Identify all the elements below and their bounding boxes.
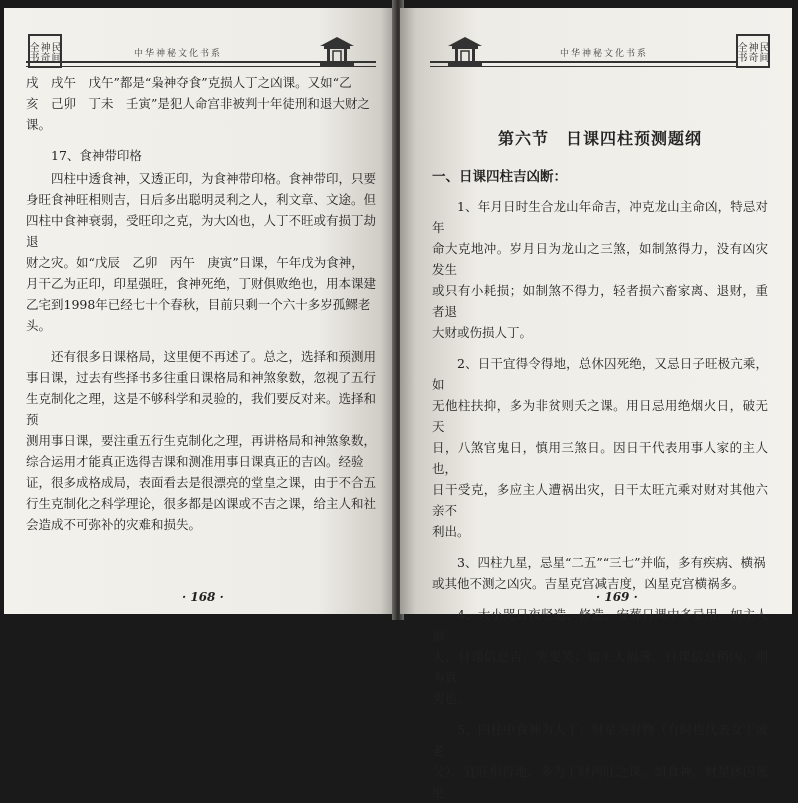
header-title: 中华神秘文化书系 bbox=[560, 49, 649, 59]
text-line: 戌 戌午 戊午”都是“枭神夺食”克损人丁之凶课。又如“乙 bbox=[26, 75, 352, 90]
text-line: 会造成不可弥补的灾难和损失。 bbox=[26, 517, 202, 532]
text-line: 综合运用才能真正选得吉课和测准用事日课真正的吉凶。经验 bbox=[26, 454, 364, 469]
text-line: 还有很多日课格局，这里便不再述了。总之，选择和预测用 bbox=[51, 349, 377, 364]
text-line: 1、年月日时生合龙山年命吉，冲克龙山主命凶，特忌对年 bbox=[432, 199, 768, 235]
text-line: 亥 己卯 丁未 壬寅”是犯人命宫非被判十年徒刑和退大财之 bbox=[26, 96, 370, 111]
text-line: 证，很多成格成局，表面看去是很漂亮的堂皇之课，由于不合五 bbox=[26, 475, 377, 490]
temple-ornament-icon bbox=[316, 34, 358, 68]
text-line: 日干受克，多应主人遭祸出灾，日干太旺亢乘对财对其他六亲不 bbox=[432, 482, 768, 518]
text-line: 身旺食神旺相则吉，日后多出聪明灵利之人，利文章、文途。但 bbox=[26, 192, 377, 207]
text-line: 课。 bbox=[26, 117, 52, 132]
text-line: 测用事日课，要注重五行生克制化之理，再讲格局和神煞象数， bbox=[26, 433, 377, 448]
text-line: 5、四柱中食神为人丁；财星为财物（有时也代表女丁或老 bbox=[432, 722, 768, 758]
text-line: 3、四柱九星，忌星“二五”“三七”并临，多有疾病、横祸 bbox=[457, 555, 766, 570]
text-line: 生克制化之理，这是不够科学和灵验的，我们要反对来。选择和预 bbox=[26, 391, 377, 427]
seal-stamp: 民间神奇全书 bbox=[28, 34, 62, 68]
section-title: 第六节 日课四柱预测题纲 bbox=[497, 129, 702, 148]
text-line: 财之灾。如“戊辰 乙卯 丙午 庚寅”日课，午年戊为食神， bbox=[26, 255, 364, 270]
text-line: 哭也。 bbox=[432, 691, 470, 706]
text-line: 事日课，过去有些择书多往重日课格局和神煞象数，忽视了五行 bbox=[26, 370, 377, 385]
text-line: 4、大小哭日夜竖造、修造、安葬日课中多忌用，如主人福 bbox=[432, 607, 768, 643]
text-line: 或其他不测之凶灾。吉星克宫减吉度，凶星克宫横祸多。 bbox=[432, 576, 745, 591]
text-line: 或只有小耗损；如制煞不得力，轻者损六畜家离、退财，重者退 bbox=[432, 283, 768, 319]
text-line: 无他柱扶抑，多为非贫则夭之课。用日忌用绝烟火日，破无天 bbox=[432, 398, 768, 434]
page-number: · 168 · bbox=[182, 590, 224, 604]
text-line: 行生克制化之科学理论，很多都是凶课或不吉之课，给主人和社 bbox=[26, 496, 377, 511]
page-number: · 169 · bbox=[596, 590, 638, 604]
section-heading: 一、日课四柱吉凶断： bbox=[432, 169, 567, 185]
text-line: 2、日干宜得令得地，总休囚死绝，又忌日子旺极亢乘，如 bbox=[432, 356, 768, 392]
text-line: 大财或伤损人丁。 bbox=[432, 325, 533, 340]
text-line: 头。 bbox=[26, 318, 52, 333]
right-page-header bbox=[430, 34, 770, 70]
text-line: 日，八煞官鬼日，慎用三煞日。因日干代表用事人家的主人也， bbox=[432, 440, 768, 476]
sub-heading: 17、食神带印格 bbox=[51, 148, 142, 163]
text-line: 月干乙为正印，印星强旺，食神死绝，丁财俱败绝也，用本课建 bbox=[26, 276, 377, 291]
right-page-body bbox=[432, 116, 768, 803]
text-line: 四柱中食神衰弱，受旺印之克，为大凶也，人丁不旺或有损丁劫退 bbox=[26, 213, 377, 249]
left-page-body bbox=[26, 72, 376, 535]
header-title: 中华神秘文化书系 bbox=[134, 49, 223, 59]
header-rule bbox=[430, 61, 770, 67]
text-line: 命大克地冲。岁月日为龙山之三煞，如制煞得力，没有凶灾发生 bbox=[432, 241, 768, 277]
text-line: 利出。 bbox=[432, 524, 470, 539]
right-page bbox=[400, 8, 792, 800]
left-page bbox=[4, 8, 396, 614]
text-line: 大，日课信息吉，哭变笑；如主人福薄，日课信息稍凶，则为真 bbox=[432, 649, 768, 685]
text-line: 四柱中透食神，又透正印，为食神带印格。食神带印，只要 bbox=[51, 171, 377, 186]
seal-stamp: 民间神奇全书 bbox=[736, 34, 770, 68]
text-line: 父），宜旺相得地，多为丁财两旺之课。如食神，财星休囚死绝 bbox=[432, 764, 768, 800]
text-line: 乙宅到1998年已经七十个春秋，目前只剩一个六十多岁孤鳏老 bbox=[26, 297, 371, 312]
left-page-header bbox=[26, 34, 376, 70]
